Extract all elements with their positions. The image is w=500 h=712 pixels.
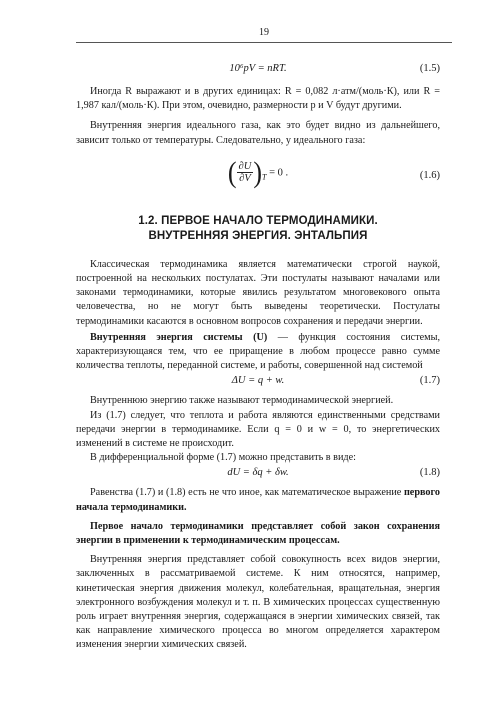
paragraph-heat-work: Из (1.7) следует, что теплота и работа являются единственными средствами передачи энергии в термодинамике. Если q = 0 и w = 0, то энергетических изменений в системе не происходит. bbox=[76, 409, 440, 450]
derivative-denominator: ∂V bbox=[239, 173, 251, 185]
equation-1-7 bbox=[76, 375, 440, 392]
paragraph-ideal-gas: Внутренняя энергия идеального газа, как это будет видно из дальнейшего, зависит только от температуры. Следовательно, у идеального газа: bbox=[76, 120, 440, 146]
section-heading-line-1: 1.2. ПЕРВОЕ НАЧАЛО ТЕРМОДИНАМИКИ. bbox=[138, 214, 378, 227]
paragraph-internal-energy: Внутренняя энергия представляет собой совокупность всех видов энергии, заключенных в рассматриваемой системе. К ним относятся, например, кинетическая энергия движения молекул, колебательная, вращательная, энергия электронного возбуждения молекул и т. п. В химических процессах существенную роль играет внутренняя энергия, содержащаяся в энергии химических связей, так как направление химического процесса во многом определяется характером изменения энергии химических связей. bbox=[76, 554, 440, 651]
page-number: 19 bbox=[259, 27, 269, 38]
first-law-text: Равенства (1.7) и (1.8) есть не что иное, как математическое выражение bbox=[90, 487, 404, 499]
derivative-numerator: ∂U bbox=[238, 161, 252, 173]
paragraph-definition bbox=[76, 331, 440, 374]
equation-number: (1.6) bbox=[419, 169, 440, 181]
paragraph-first-law-statement: Первое начало термодинамики представляет собой закон сохранения энергии в применении к термодинамическим процессам. bbox=[76, 520, 440, 547]
paragraph-thermo-energy: Внутреннюю энергию также называют термодинамической энергией. bbox=[90, 395, 394, 407]
paragraph-first-law-expression bbox=[76, 486, 440, 514]
equation-1-5 bbox=[76, 63, 440, 81]
equation-number: (1.7) bbox=[419, 375, 440, 387]
paragraph-units: Иногда R выражают и в других единицах: R = 0,082 л·атм/(моль·К), или R = 1,987 кал/(моль·К). При этом, очевидно, размерности p и V будут другими. bbox=[76, 86, 440, 112]
equation-number: (1.8) bbox=[419, 467, 440, 479]
partial-derivative bbox=[237, 161, 254, 184]
derivative-subscript: T bbox=[262, 172, 267, 182]
equation-formula: 10⁶pV = nRT. bbox=[229, 63, 287, 74]
section-heading bbox=[76, 214, 440, 244]
paragraph-postulates: Классическая термодинамика является математически строгой наукой, построенной на нескольких постулатах. Эти постулаты называют началами или законами термодинамики, которые явились результатом многовекового опыта человечества, но не могут быть выведены теоретически. Постулаты термодинамики касаются в основном вопросов сохранения и передачи энергии. bbox=[76, 258, 440, 327]
equation-number: (1.5) bbox=[419, 63, 440, 74]
equation-1-6: ( $\frac{\partial U}{\partial V}$ )$_T = 0$ . (1.6) bbox=[227, 155, 440, 189]
equation-tail: = 0 . bbox=[269, 167, 289, 179]
equation-formula: dU = δq + δw. bbox=[227, 467, 289, 479]
header-rule bbox=[76, 42, 452, 43]
definition-term: Внутренняя энергия системы (U) bbox=[90, 331, 268, 343]
first-law-term: первого начала термодинамики. bbox=[76, 487, 440, 513]
paragraph-differential: В дифференциальной форме (1.7) можно представить в виде: bbox=[90, 452, 356, 464]
equation-1-8 bbox=[76, 467, 440, 484]
section-heading-line-2: ВНУТРЕННЯЯ ЭНЕРГИЯ. ЭНТАЛЬПИЯ bbox=[148, 229, 368, 242]
definition-text: — функция состояния системы, характеризующаяся тем, что ее приращение в любом процессе равно сумме количества теплоты, переданной системе, и работы, совершенной над системой bbox=[76, 331, 441, 372]
equation-formula: ΔU = q + w. bbox=[231, 375, 285, 387]
